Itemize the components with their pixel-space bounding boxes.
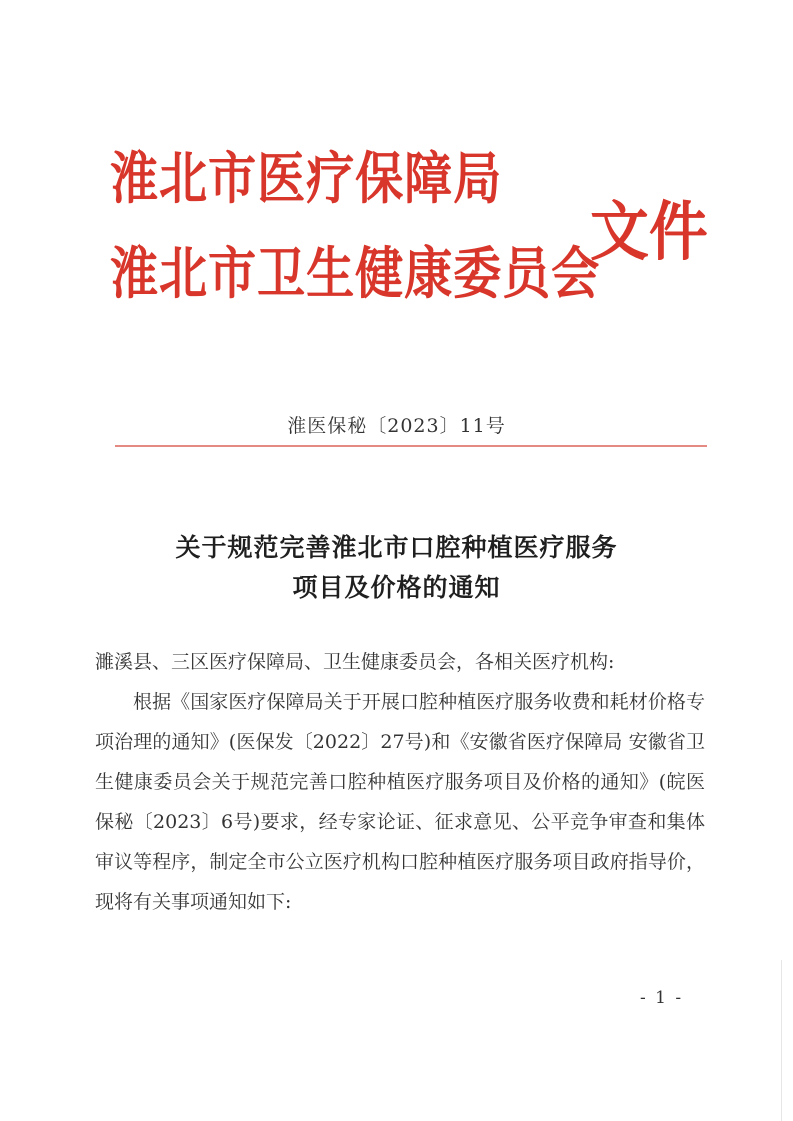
document-number: 淮医保秘〔2023〕11号 — [287, 415, 506, 437]
masthead-issuer-1: 淮北市医疗保障局 — [110, 147, 503, 212]
scan-edge-line — [781, 960, 782, 1121]
masthead-suffix: 文件 — [590, 196, 708, 270]
document-title-line-1: 关于规范完善淮北市口腔种植医疗服务 — [175, 533, 618, 562]
document-title-line-2: 项目及价格的通知 — [292, 573, 501, 602]
page-number: - 1 - — [640, 988, 684, 1008]
masthead-issuer-2: 淮北市卫生健康委员会 — [110, 242, 601, 307]
body-paragraph: 根据《国家医疗保障局关于开展口腔种植医疗服务收费和耗材价格专项治理的通知》(医保发〔2022〕27号)和《安徽省医疗保障局 安徽省卫生健康委员会关于规范完善口腔种植医疗服务项目及价格的通知》(皖医保秘〔2023〕6号)要求，经专家论证、征求意见、公平竞争审查和集体审议等程序，制定全市公立医疗机构口腔种植医疗服务项目政府指导价，现将有关事项通知如下: — [95, 691, 705, 913]
salutation: 濉溪县、三区医疗保障局、卫生健康委员会，各相关医疗机构: — [95, 651, 615, 673]
red-separator-line — [115, 445, 707, 447]
